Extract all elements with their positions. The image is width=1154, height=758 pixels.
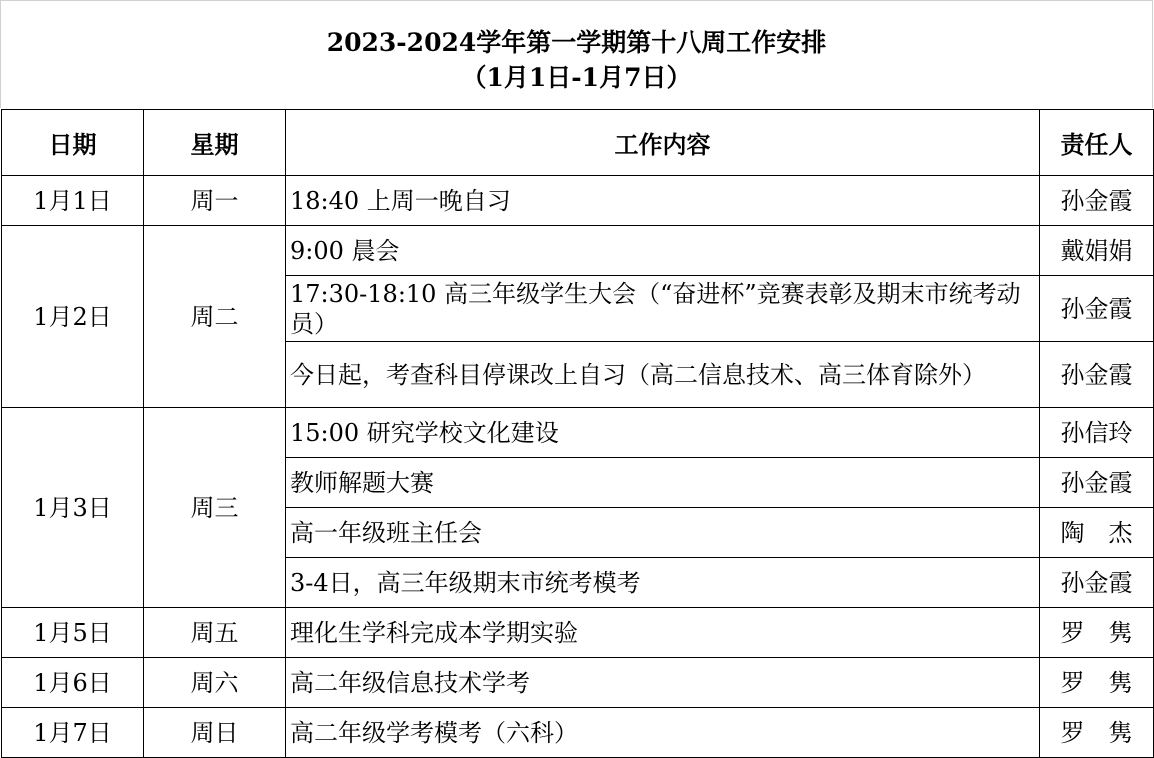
content-cell: 高二年级信息技术学考 bbox=[286, 658, 1040, 708]
table-row bbox=[2, 608, 1154, 658]
content-cell: 今日起，考查科目停课改上自习（高二信息技术、高三体育除外） bbox=[286, 342, 1040, 408]
weekday-cell: 周二 bbox=[144, 226, 286, 408]
content-cell: 17:30-18:10 高三年级学生大会（“奋进杯”竞赛表彰及期末市统考动员） bbox=[286, 276, 1040, 342]
schedule-table bbox=[1, 109, 1154, 758]
date-cell: 1月6日 bbox=[2, 658, 144, 708]
person-cell: 罗 隽 bbox=[1040, 708, 1154, 758]
content-cell: 理化生学科完成本学期实验 bbox=[286, 608, 1040, 658]
date-cell: 1月1日 bbox=[2, 176, 144, 226]
content-cell: 高二年级学考模考（六科） bbox=[286, 708, 1040, 758]
person-cell: 孙金霞 bbox=[1040, 342, 1154, 408]
person-cell: 戴娟娟 bbox=[1040, 226, 1154, 276]
weekday-cell: 周日 bbox=[144, 708, 286, 758]
weekday-cell: 周一 bbox=[144, 176, 286, 226]
header-row bbox=[2, 110, 1154, 176]
document-title: 2023-2024学年第一学期第十八周工作安排 bbox=[326, 28, 827, 57]
table-row bbox=[2, 708, 1154, 758]
table-row bbox=[2, 226, 1154, 276]
content-cell: 9:00 晨会 bbox=[286, 226, 1040, 276]
header-weekday: 星期 bbox=[144, 110, 286, 176]
content-cell: 18:40 上周一晚自习 bbox=[286, 176, 1040, 226]
table-row bbox=[2, 658, 1154, 708]
document-title-box bbox=[0, 0, 1153, 108]
person-cell: 孙金霞 bbox=[1040, 458, 1154, 508]
person-cell: 孙金霞 bbox=[1040, 276, 1154, 342]
person-cell: 罗 隽 bbox=[1040, 658, 1154, 708]
table-row bbox=[2, 408, 1154, 458]
date-cell: 1月7日 bbox=[2, 708, 144, 758]
date-cell: 1月5日 bbox=[2, 608, 144, 658]
weekday-cell: 周六 bbox=[144, 658, 286, 708]
table-row bbox=[2, 176, 1154, 226]
content-cell: 教师解题大赛 bbox=[286, 458, 1040, 508]
date-cell: 1月2日 bbox=[2, 226, 144, 408]
date-cell: 1月3日 bbox=[2, 408, 144, 608]
person-cell: 孙金霞 bbox=[1040, 558, 1154, 608]
person-cell: 罗 隽 bbox=[1040, 608, 1154, 658]
document-date-range: （1月1日-1月7日） bbox=[461, 63, 692, 92]
weekday-cell: 周三 bbox=[144, 408, 286, 608]
person-cell: 孙金霞 bbox=[1040, 176, 1154, 226]
header-content: 工作内容 bbox=[286, 110, 1040, 176]
content-cell: 高一年级班主任会 bbox=[286, 508, 1040, 558]
person-cell: 陶 杰 bbox=[1040, 508, 1154, 558]
person-cell: 孙信玲 bbox=[1040, 408, 1154, 458]
content-cell: 3-4日，高三年级期末市统考模考 bbox=[286, 558, 1040, 608]
weekday-cell: 周五 bbox=[144, 608, 286, 658]
content-cell: 15:00 研究学校文化建设 bbox=[286, 408, 1040, 458]
header-person: 责任人 bbox=[1040, 110, 1154, 176]
header-date: 日期 bbox=[2, 110, 144, 176]
